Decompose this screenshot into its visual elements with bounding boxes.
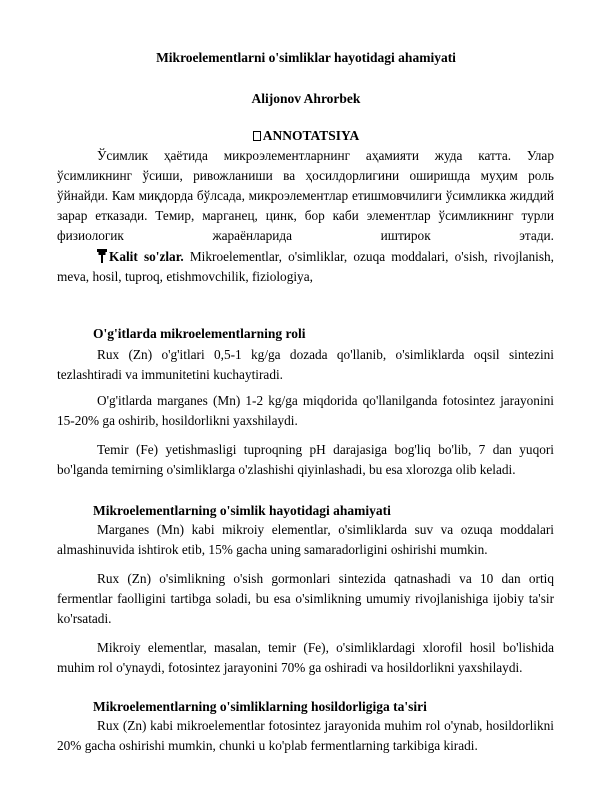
section-paragraph: O'g'itlarda marganes (Mn) 1-2 kg/ga miqdorida qo'llanilganda fotosintez jarayonini 15-20% ga oshirib, hosildorlikni yaxshilaydi. [57, 393, 554, 428]
keywords-label: Kalit so'zlar. [109, 249, 184, 264]
author-name: Alijonov Ahrorbek [251, 91, 361, 106]
annotation-heading-text: ANNOTATSIYA [262, 128, 360, 143]
section-heading-importance: Mikroelementlarning o'simlik hayotidagi ahamiyati [93, 503, 391, 518]
section-heading-yield: Mikroelementlarning o'simliklarning hosildorligiga ta'siri [93, 699, 427, 714]
paper-title: Mikroelementlarni o'simliklar hayotidagi ahamiyati [156, 50, 456, 65]
section-paragraph: Mikroiy elementlar, masalan, temir (Fe), o'simliklardagi xlorofil hosil bo'lishida muhim rol o'ynaydi, fotosintez jarayonini 70% ga oshiradi va hosildorlikni yaxshilaydi. [57, 640, 554, 675]
section-paragraph: Temir (Fe) yetishmasligi tuproqning pH darajasiga bog'liq bo'lib, 7 dan yuqori bo'lganda temirning o'simliklarga o'zlashishi qiyinlashadi, bu esa xlorozga olib keladi. [57, 442, 554, 477]
section-paragraph: Rux (Zn) o'simlikning o'sish gormonlari sintezida qatnashadi va 10 dan ortiq fermentlar faolligini tartibga soladi, bu esa o'simlikning umumiy rivojlanishiga ijobiy ta'sir ko'rsatadi. [57, 571, 554, 626]
section-paragraph: Marganes (Mn) kabi mikroiy elementlar, o'simliklarda suv va ozuqa moddalari almashinuvida ishtirok etib, 15% gacha uning samaradorligini oshirishi mumkin. [57, 522, 554, 557]
section-paragraph: Rux (Zn) o'g'itlari 0,5-1 kg/ga dozada qo'llanib, o'simliklarda oqsil sintezini tezlashtiradi va immunitetini kuchaytiradi. [57, 347, 554, 382]
pin-icon [97, 249, 107, 263]
section-paragraph: Rux (Zn) kabi mikroelementlar fotosintez jarayonida muhim rol o'ynab, hosildorlikni 20% gacha oshirishi mumkin, chunki u ko'plab fermentlarning tarkibiga kiradi. [57, 718, 554, 753]
keywords-text: Mikroelementlar, o'simliklar, ozuqa moddalari, o'sish, rivojlanish, meva, hosil, tuproq, etishmovchilik, fiziologiya, [57, 249, 555, 284]
annotation-text: Ўсимлик ҳаётида микроэлементларнинг аҳамияти жуда катта. Улар ўсимликнинг ўсиши, ривожланиши ва ҳосилдорлигини оширишда муҳим роль ўйнайди. Кам миқдорда бўлсада, микроэлементлар етишмовчилиги ўсимликка жиддий зарар етказади. Темир, марганец, цинк, бор каби элементлар ўсимликнинг турли физиологик жараёнларида иштирок этади. [57, 148, 554, 243]
keywords-paragraph [57, 247, 554, 287]
section-heading-fertilizers: O'g'itlarda mikroelementlarning roli [93, 326, 306, 341]
annotation-heading [0, 128, 612, 144]
missing-glyph-icon [253, 131, 261, 141]
